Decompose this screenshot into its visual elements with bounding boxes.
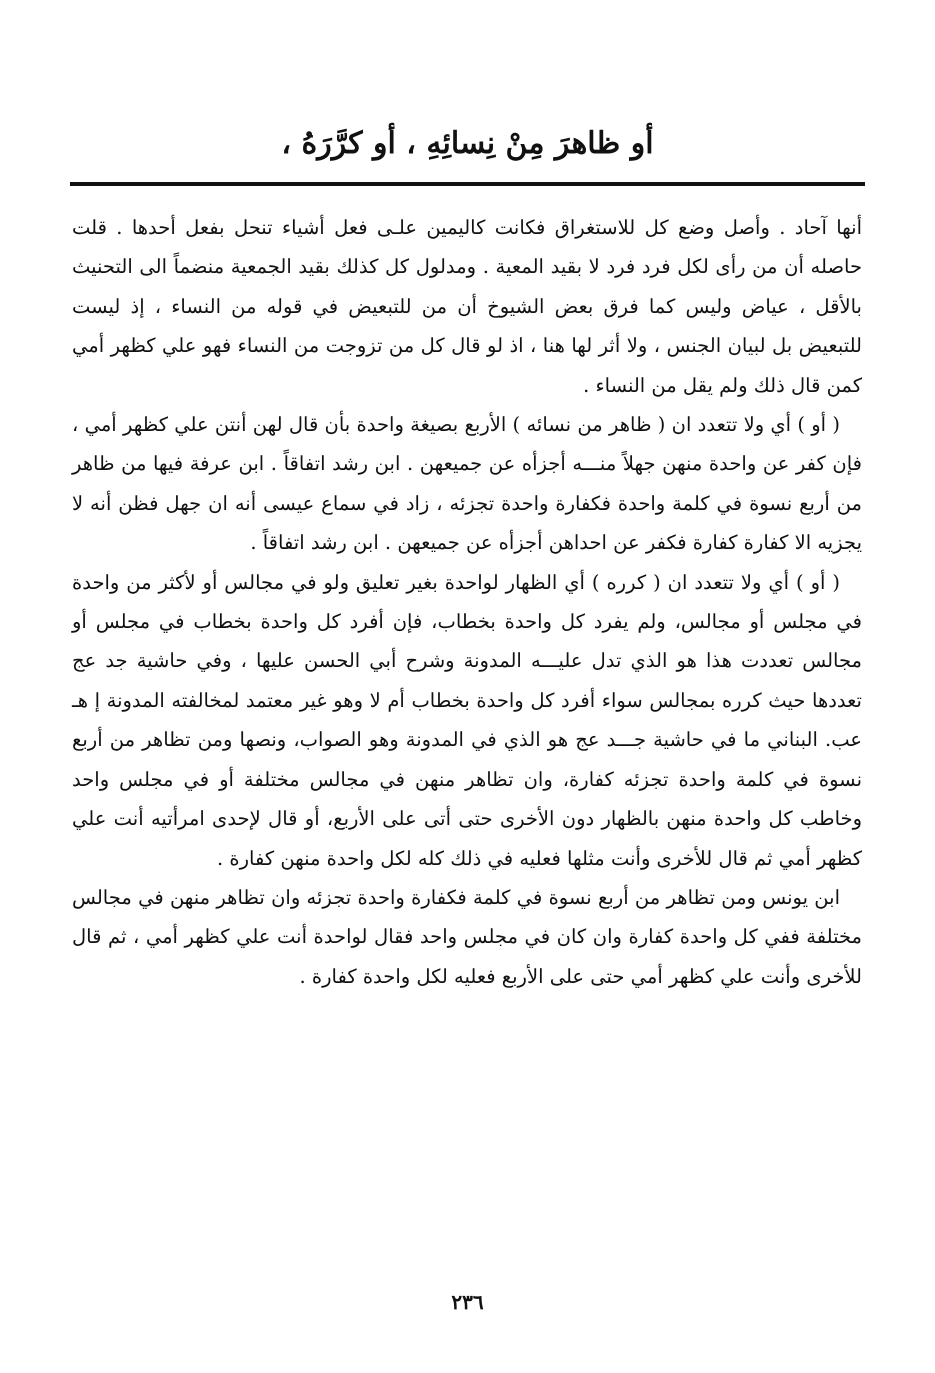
paragraph: ( أو ) أي ولا تتعدد ان ( كرره ) أي الظهار لواحدة بغير تعليق ولو في مجالس أو لأكثر من واحدة في مجلس أو مجالس، ولم يفرد كل واحدة بخطاب، فإن أفرد كل واحدة بخطاب في مجلس أو مجالس تعددت هذا هو الذي تدل عليـــه المدونة وشرح أبي الحسن عليها ، وفي حاشية جد عج تعددها حيث كرره بمجالس سواء أفرد كل واحدة بخطاب أم لا وهو غير معتمد لمخالفته المدونة إ هـ عب. البناني ما في حاشية جـــد عج هو الذي في المدونة وهو الصواب، ونصها ومن تظاهر من أربع نسوة في كلمة واحدة تجزئه كفارة، وان تظاهر منهن في مجالس مختلفة أو في مجلس واحد وخاطب كل واحدة منهن بالظهار دون الأخرى حتى أتى على الأربع، أو قال لإحدى امرأتيه أنت علي كظهر أمي ثم قال للأخرى وأنت مثلها فعليه في ذلك كله لكل واحدة منهن كفارة . — [72, 570, 862, 870]
page-number: ٢٣٦ — [451, 1290, 484, 1314]
paragraph: أنها آحاد . وأصل وضع كل للاستغراق فكانت كاليمين علـى فعل أشياء تنحل بفعل أحدها . قلت حاصله أن من رأى لكل فرد فرد لا بقيد المعية . ومدلول كل كذلك بقيد الجمعية منضماً الى التحنيث بالأقل ، عياض وليس كما فرق بعض الشيوخ أن من للتبعيض في قوله من النساء ، إذ ليست للتبعيض بل لبيان الجنس ، ولا أثر لها هنا ، اذ لو قال كل من تزوجت من النساء فهو علي كظهر أمي كمن قال ذلك ولم يقل من النساء . — [72, 216, 862, 397]
page-header-title: أو ظاهرَ مِنْ نِسائِهِ ، أو كرَّرَهُ ، — [281, 126, 654, 161]
paragraph: ابن يونس ومن تظاهر من أربع نسوة في كلمة فكفارة واحدة تجزئه وان تظاهر منهن في مجالس مختلفة ففي كل واحدة كفارة وان كان في مجلس واحد فقال لواحدة أنت علي كظهر أمي ، ثم قال للأخرى وأنت علي كظهر أمي حتى على الأربع فعليه لكل واحدة كفارة . — [72, 885, 862, 988]
body-text — [72, 208, 862, 996]
paragraph: ( أو ) أي ولا تتعدد ان ( ظاهر من نسائه ) الأربع بصيغة واحدة بأن قال لهن أنتن علي كظهر أمي ، فإن كفر عن واحدة منهن جهلاً منـــه أجزأه عن جميعهن . ابن رشد اتفاقاً . ابن عرفة فيها من ظاهر من أربع نسوة في كلمة واحدة فكفارة واحدة تجزئه ، زاد في سماع عيسى أنه ان جهل فظن أنه لا يجزيه الا كفارة كفارة فكفر عن احداهن أجزأه عن جميعهن . ابن رشد اتفاقاً . — [72, 413, 862, 555]
header-divider — [70, 182, 865, 186]
